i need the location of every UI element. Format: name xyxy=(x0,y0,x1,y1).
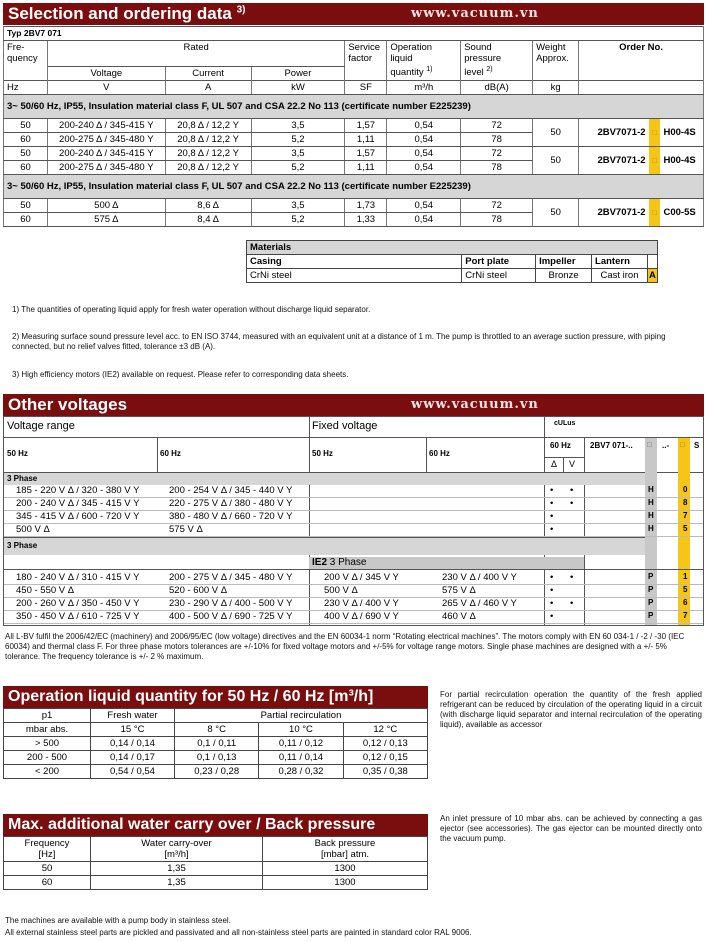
col-order-no: Order No. xyxy=(579,41,704,81)
ov-cell: 500 V Δ xyxy=(16,524,50,535)
cell: 12 °C xyxy=(343,723,427,737)
order-suffix: H00-4S xyxy=(660,119,703,147)
cell: 200-275 Δ / 345-480 Y xyxy=(47,161,165,175)
header-60hz: 60 Hz xyxy=(160,449,181,458)
ov-marker: • xyxy=(550,611,554,622)
ie2-label: IE2 3 Phase xyxy=(312,557,367,568)
unit: V xyxy=(47,81,165,95)
col-sound-pressure: Sound pressure level $^{2)}$ xyxy=(461,41,533,81)
ov-marker: 0 xyxy=(683,485,688,494)
cell: 1300 xyxy=(263,876,428,890)
cell: 50 xyxy=(4,147,48,161)
ov-cell: 200 - 260 V Δ / 350 - 450 V Y xyxy=(16,598,140,609)
other-voltages-table xyxy=(3,416,704,626)
ov-cell: 450 - 550 V Δ xyxy=(16,585,75,596)
cell: 500 Δ xyxy=(47,199,165,213)
ov-marker: P xyxy=(648,611,654,620)
selection-table xyxy=(3,26,704,227)
section-note: 3~ 50/60 Hz, IP55, Insulation material class F, UL 507 and CSA 22.2 No 113 (certificate number E225239) xyxy=(4,175,704,199)
materials-table xyxy=(246,240,658,283)
order-code-header: 2BV7 071-.. xyxy=(590,441,633,450)
ul-logo: cULus xyxy=(554,420,576,427)
ov-cell: 575 V Δ xyxy=(169,524,203,535)
cell: 1,11 xyxy=(345,133,387,147)
order-option-box[interactable]: □ xyxy=(649,199,661,227)
cell: 8,4 Δ xyxy=(165,213,251,227)
ov-cell: 350 - 450 V Δ / 610 - 725 V Y xyxy=(16,611,140,622)
star-symbol: V xyxy=(569,459,576,469)
cell: 5,2 xyxy=(251,213,345,227)
ov-cell: 180 - 240 V Δ / 310 - 415 V Y xyxy=(16,572,140,583)
header-ul-60hz: 60 Hz xyxy=(550,441,571,450)
ov-cell: 380 - 480 V Δ / 660 - 720 V Y xyxy=(169,511,293,522)
cell: Water carry-over [m³/h] xyxy=(91,837,263,862)
col-frequency: Fre- quency xyxy=(4,41,48,81)
cell: 1,57 xyxy=(345,119,387,133)
cell: < 200 xyxy=(4,765,91,779)
unit: kg xyxy=(533,81,579,95)
cell: 200 - 500 xyxy=(4,751,91,765)
ov-marker: 7 xyxy=(683,511,688,520)
cell: 78 xyxy=(461,133,533,147)
unit: SF xyxy=(345,81,387,95)
cell: mbar abs. xyxy=(4,723,91,737)
ov-marker: • xyxy=(570,598,574,609)
ov-marker: • xyxy=(550,498,554,509)
cell: 3,5 xyxy=(251,147,345,161)
ov-cell: 200 - 275 V Δ / 345 - 480 V Y xyxy=(169,572,293,583)
cell: 200-240 Δ / 345-415 Y xyxy=(47,147,165,161)
order-suffix: H00-4S xyxy=(660,147,703,175)
materials-value: CrNi steel xyxy=(462,269,536,283)
unit: kW xyxy=(251,81,345,95)
ov-cell: 400 V Δ / 690 V Y xyxy=(324,611,399,622)
footer-line-2: All external stainless steel parts are pickled and passivated and all non-stainless steel parts are painted in standard color RAL 9006. xyxy=(5,928,472,937)
cell: Fresh water xyxy=(91,709,175,723)
cell: 50 xyxy=(4,862,91,876)
cell: 0,35 / 0,38 xyxy=(343,765,427,779)
fixed-voltage-label: Fixed voltage xyxy=(312,420,378,432)
col-voltage: Voltage xyxy=(47,67,165,81)
unit: m³/h xyxy=(387,81,461,95)
cell: 1,35 xyxy=(91,862,263,876)
section-header-olq xyxy=(3,686,428,708)
cell: 3,5 xyxy=(251,119,345,133)
cell: 20,8 Δ / 12,2 Y xyxy=(165,161,251,175)
row-divider xyxy=(4,523,703,524)
section-header-selection xyxy=(3,3,704,25)
three-phase-label: 3 Phase xyxy=(7,541,38,550)
ov-cell: 345 - 415 V Δ / 600 - 720 V Y xyxy=(16,511,140,522)
ov-marker: P xyxy=(648,598,654,607)
section-note: 3~ 50/60 Hz, IP55, Insulation material class F, UL 507 and CSA 22.2 No 113 (certificate number E225239) xyxy=(4,95,704,119)
cell: p1 xyxy=(4,709,91,723)
ov-cell: 460 V Δ xyxy=(442,611,476,622)
cell: 0,54 xyxy=(387,147,461,161)
cell: 3,5 xyxy=(251,199,345,213)
material-code: A xyxy=(649,270,656,281)
ov-marker: 5 xyxy=(683,585,688,594)
cell: 0,14 / 0,14 xyxy=(91,737,175,751)
cell: 78 xyxy=(461,213,533,227)
materials-header: Port plate xyxy=(462,255,536,269)
col-operation-liquid: Operation liquid quantity $^{1)}$ xyxy=(387,41,461,81)
section-header-other-voltages xyxy=(3,394,704,416)
materials-header: Impeller xyxy=(536,255,592,269)
water-carry-table xyxy=(3,836,428,890)
section-title: Other voltages xyxy=(8,395,128,414)
cell: 8 °C xyxy=(175,723,259,737)
ov-cell: 220 - 275 V Δ / 380 - 480 V Y xyxy=(169,498,293,509)
order-prefix: 2BV7071-2 xyxy=(579,199,649,227)
cell: 10 °C xyxy=(259,723,343,737)
cell: 60 xyxy=(4,876,91,890)
ov-cell: 265 V Δ / 460 V Y xyxy=(442,598,517,609)
dash-header: ..- xyxy=(662,441,670,450)
ov-cell: 185 - 220 V Δ / 320 - 380 V Y xyxy=(16,485,140,496)
cell: 20,8 Δ / 12,2 Y xyxy=(165,147,251,161)
cell: 1,33 xyxy=(345,213,387,227)
cell: 200-240 Δ / 345-415 Y xyxy=(47,119,165,133)
ov-cell: 200 V Δ / 345 V Y xyxy=(324,572,399,583)
section-title: Max. additional water carry over / Back pressure xyxy=(8,816,376,833)
ov-marker: 8 xyxy=(683,498,688,507)
unit: dB(A) xyxy=(461,81,533,95)
ov-marker: • xyxy=(570,498,574,509)
section-header-water-carry xyxy=(3,814,428,836)
cell: 0,12 / 0,15 xyxy=(343,751,427,765)
ov-marker: 7 xyxy=(683,611,688,620)
col-current: Current xyxy=(165,67,251,81)
cell: 1,73 xyxy=(345,199,387,213)
cell: 575 Δ xyxy=(47,213,165,227)
cell: 0,23 / 0,28 xyxy=(175,765,259,779)
unit: A xyxy=(165,81,251,95)
materials-value: Cast iron xyxy=(592,269,648,283)
cell: 0,54 xyxy=(387,119,461,133)
section-title: Operation liquid quantity for 50 Hz / 60 Hz [m³/h] xyxy=(8,688,374,705)
cell: 8,6 Δ xyxy=(165,199,251,213)
weight-value: 50 xyxy=(533,119,579,147)
cell: 1,35 xyxy=(91,876,263,890)
ov-marker: • xyxy=(550,511,554,522)
cell: 0,12 / 0,13 xyxy=(343,737,427,751)
cell: 5,2 xyxy=(251,133,345,147)
type-label: Typ 2BV7 071 xyxy=(4,27,704,41)
cell: 50 xyxy=(4,119,48,133)
ov-marker: • xyxy=(550,524,554,535)
ov-marker: 6 xyxy=(683,598,688,607)
ov-marker: • xyxy=(550,598,554,609)
voltage-range-label: Voltage range xyxy=(7,420,75,432)
cell: 200-275 Δ / 345-480 Y xyxy=(47,133,165,147)
cell: Back pressure [mbar] atm. xyxy=(263,837,428,862)
ov-cell: 520 - 600 V Δ xyxy=(169,585,228,596)
footnote-1: 1) The quantities of operating liquid apply for fresh water operation without discharge liquid separator. xyxy=(12,305,371,314)
cell: 0,14 / 0,17 xyxy=(91,751,175,765)
footer-line-1: The machines are available with a pump body in stainless steel. xyxy=(5,916,231,925)
cell: 0,54 / 0,54 xyxy=(91,765,175,779)
ov-marker: P xyxy=(648,585,654,594)
cell: 5,2 xyxy=(251,161,345,175)
cell: 78 xyxy=(461,161,533,175)
ov-marker: 1 xyxy=(683,572,688,581)
compliance-paragraph: All L-BV fulfil the 2006/42/EC (machinery) and 2006/95/EC (low voltage) directives and the EN 60034-1 norm “Rotating electrical machines”. The motors comply with EN 60 034-1 / -2 / -30 (IEC 60034) and thermal class F. For three phase motors tolerances are +/-10% for fixed voltage motors and +/-5% for voltage range motors. Single phase machines are designed with a +/- 5% tolerance. The frequency tolerance is +/- 2 % maximum. xyxy=(5,632,685,661)
cell: 0,54 xyxy=(387,133,461,147)
ejector-note: An inlet pressure of 10 mbar abs. can be achieved by connecting a gas ejector (see accessories). The gas ejector can be mounted directly onto the vacuum pump. xyxy=(440,814,702,843)
cell: 20,8 Δ / 12,2 Y xyxy=(165,119,251,133)
unit: Hz xyxy=(4,81,48,95)
ov-cell: 200 - 254 V Δ / 345 - 440 V Y xyxy=(169,485,293,496)
row-divider xyxy=(4,623,703,624)
cell: 0,11 / 0,14 xyxy=(259,751,343,765)
materials-header: Casing xyxy=(247,255,462,269)
ov-cell: 230 - 290 V Δ / 400 - 500 V Y xyxy=(169,598,293,609)
cell: 15 °C xyxy=(91,723,175,737)
ov-cell: 500 V Δ xyxy=(324,585,358,596)
option-box[interactable]: □ xyxy=(647,440,652,449)
header-fixed-50hz: 50 Hz xyxy=(312,449,333,458)
cell: 72 xyxy=(461,147,533,161)
cell: 20,8 Δ / 12,2 Y xyxy=(165,133,251,147)
three-phase-label: 3 Phase xyxy=(7,474,38,483)
ov-marker: H xyxy=(648,511,654,520)
footnote-2: 2) Measuring surface sound pressure level acc. to EN ISO 3744, measured with an equivalent unit at a distance of 1 m. The pump is throttled to an average suction pressure, with piping connected, but no relief valves fitted, tolerance ±3 dB (A). xyxy=(12,332,666,351)
footnote-3: 3) High efficiency motors (IE2) available on request. Please refer to corresponding data sheets. xyxy=(12,370,349,379)
cell: Partial recirculation xyxy=(175,709,428,723)
ov-marker: H xyxy=(648,498,654,507)
ov-marker: • xyxy=(570,485,574,496)
cell: 50 xyxy=(4,199,48,213)
order-option-box[interactable]: □ xyxy=(649,147,661,175)
cell: 1300 xyxy=(263,862,428,876)
header-fixed-60hz: 60 Hz xyxy=(429,449,450,458)
cell: 0,1 / 0,13 xyxy=(175,751,259,765)
ov-marker: H xyxy=(648,485,654,494)
cell: 60 xyxy=(4,133,48,147)
ov-marker: • xyxy=(550,585,554,596)
olq-table xyxy=(3,708,428,779)
cell: > 500 xyxy=(4,737,91,751)
ov-marker: H xyxy=(648,524,654,533)
ov-marker: • xyxy=(570,572,574,583)
cell: 60 xyxy=(4,213,48,227)
col-power: Power xyxy=(251,67,345,81)
cell: 0,54 xyxy=(387,161,461,175)
watermark: www.vacuum.vn xyxy=(411,6,539,21)
section-title: Selection and ordering data $^{3)}$ xyxy=(8,4,246,23)
col-weight: Weight Approx. xyxy=(533,41,579,81)
ov-marker: • xyxy=(550,572,554,583)
cell: 72 xyxy=(461,199,533,213)
materials-title: Materials xyxy=(247,241,648,255)
order-prefix: 2BV7071-2 xyxy=(579,147,649,175)
cell: 0,1 / 0,11 xyxy=(175,737,259,751)
ov-cell: 230 V Δ / 400 V Y xyxy=(324,598,399,609)
col-rated: Rated xyxy=(47,41,344,67)
cell: 0,54 xyxy=(387,199,461,213)
cell: Frequency [Hz] xyxy=(4,837,91,862)
cell: 0,28 / 0,32 xyxy=(259,765,343,779)
weight-value: 50 xyxy=(533,199,579,227)
order-option-box[interactable]: □ xyxy=(649,119,661,147)
materials-value: CrNi steel xyxy=(247,269,462,283)
materials-header: Lantern xyxy=(592,255,648,269)
materials-value: Bronze xyxy=(536,269,592,283)
cell: 1,11 xyxy=(345,161,387,175)
weight-value: 50 xyxy=(533,147,579,175)
ov-cell: 200 - 240 V Δ / 345 - 415 V Y xyxy=(16,498,140,509)
order-suffix: C00-5S xyxy=(660,199,703,227)
delta-symbol: Δ xyxy=(551,459,558,469)
cell: 1,57 xyxy=(345,147,387,161)
ov-marker: 5 xyxy=(683,524,688,533)
ov-cell: 230 V Δ / 400 V Y xyxy=(442,572,517,583)
s-header: S xyxy=(694,441,700,450)
ov-marker: • xyxy=(550,485,554,496)
order-prefix: 2BV7071-2 xyxy=(579,119,649,147)
col-service-factor: Service factor xyxy=(345,41,387,81)
cell: 60 xyxy=(4,161,48,175)
ov-cell: 575 V Δ xyxy=(442,585,476,596)
ov-cell: 400 - 500 V Δ / 690 - 725 V Y xyxy=(169,611,293,622)
watermark: www.vacuum.vn xyxy=(411,397,539,412)
recirculation-note: For partial recirculation operation the quantity of the fresh applied refrigerant can be reduced by circulation of the operating liquid in a circuit (with discharge liquid separator and internal recirculation of the operating liquid), available as accessor xyxy=(440,690,702,729)
ov-marker: P xyxy=(648,572,654,581)
cell: 0,11 / 0,12 xyxy=(259,737,343,751)
cell: 72 xyxy=(461,119,533,133)
header-50hz: 50 Hz xyxy=(7,449,28,458)
option-box[interactable]: □ xyxy=(680,440,685,449)
cell: 0,54 xyxy=(387,213,461,227)
